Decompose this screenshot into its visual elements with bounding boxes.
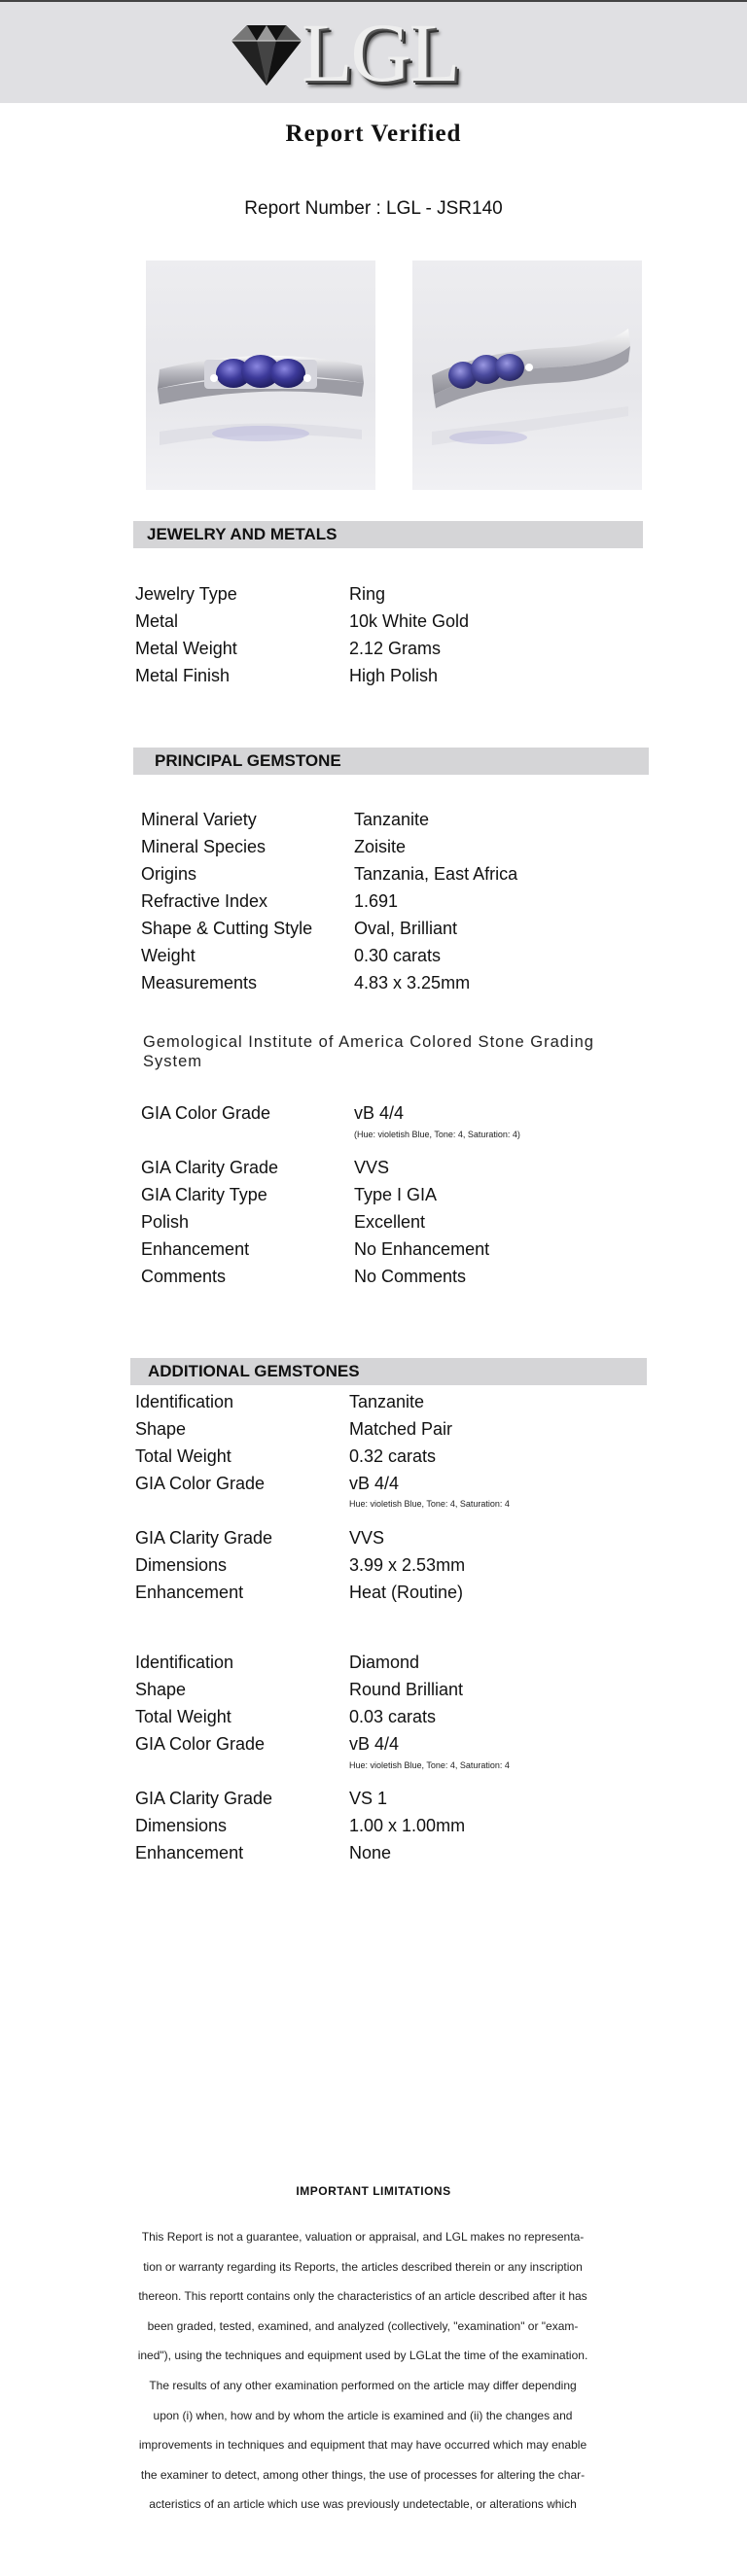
lgl-logo[interactable] [226,6,479,99]
field-label: Polish [141,1212,190,1232]
field-value: Excellent [354,1212,426,1232]
field-label: Measurements [141,973,258,992]
diamond-icon [228,23,305,87]
gia-color-grade-value: vB 4/4 [354,1103,405,1123]
field-value: VVS [354,1158,390,1177]
field-label: Metal Finish [135,666,231,685]
field-label: Mineral Species [141,837,267,856]
limitations-line: upon (i) when, how and by whom the article is examined and (ii) the changes and [153,2408,573,2422]
limitations-line: This Report is not a guarantee, valuation or appraisal, and LGL makes no representa- [141,2230,585,2244]
principal-gemstone-header: PRINCIPAL GEMSTONE [133,748,649,775]
field-label: Enhancement [135,1583,244,1602]
field-label: Refractive Index [141,891,268,911]
field-label: Dimensions [135,1555,228,1575]
page-title: Report Verified [285,121,462,147]
limitations-line: The results of any other examination performed on the article may differ depending [149,2378,577,2392]
field-label: Enhancement [135,1843,244,1862]
field-value: vB 4/4 [349,1734,400,1754]
gia-color-grade-label: GIA Color Grade [141,1103,271,1123]
field-value: Heat (Routine) [349,1583,464,1602]
field-value: 10k White Gold [349,611,470,631]
field-label: Enhancement [141,1239,250,1259]
field-label: GIA Clarity Grade [141,1158,279,1177]
field-value: Tanzanite [354,810,430,829]
field-label: Identification [135,1392,234,1411]
field-label: GIA Color Grade [135,1734,266,1754]
field-label: GIA Color Grade [135,1474,266,1493]
field-value: Ring [349,584,386,604]
field-label: Weight [141,946,196,965]
field-label: Jewelry Type [135,584,237,604]
stone2-color-note: Hue: violetish Blue, Tone: 4, Saturation: 4 [349,1760,510,1770]
jewelry-metals-header: JEWELRY AND METALS [133,521,643,548]
field-label: Shape [135,1680,187,1699]
field-value: 1.00 x 1.00mm [349,1816,466,1835]
gia-color-grade-note: (Hue: violetish Blue, Tone: 4, Saturation: 4) [354,1130,520,1139]
field-label: GIA Clarity Grade [135,1789,273,1808]
field-value: No Comments [354,1267,467,1286]
ring-image [146,261,375,490]
field-label: GIA Clarity Type [141,1185,267,1204]
field-label: Shape [135,1419,187,1439]
field-value: Tanzanite [349,1392,425,1411]
field-value: 0.03 carats [349,1707,437,1726]
field-value: VS 1 [349,1789,388,1808]
limitations-line: improvements in techniques and equipment that may have occurred which may enable [138,2438,587,2453]
limitations-title: IMPORTANT LIMITATIONS [296,2184,451,2198]
field-label: Dimensions [135,1816,228,1835]
limitations-line: been graded, tested, examined, and analyzed (collectively, "examination" or "exam- [147,2318,579,2333]
additional-gemstones-header: ADDITIONAL GEMSTONES [130,1358,647,1385]
field-label: Metal Weight [135,639,237,658]
field-value: 4.83 x 3.25mm [354,973,471,992]
field-value: Oval, Brilliant [354,919,458,938]
field-value: Tanzania, East Africa [354,864,518,884]
ring-photo-front[interactable] [146,261,375,490]
field-value: 2.12 Grams [349,639,442,658]
field-label: Origins [141,864,197,884]
field-value: 3.99 x 2.53mm [349,1555,466,1575]
limitations-line: thereon. This reportt contains only the characteristics of an article described after it has [138,2289,587,2304]
limitations-line: ined"), using the techniques and equipment used by LGLat the time of the examination. [137,2349,588,2363]
ring-image [412,261,642,490]
field-label: Mineral Variety [141,810,257,829]
field-value: VVS [349,1528,385,1548]
field-value: Type I GIA [354,1185,438,1204]
field-label: Metal [135,611,179,631]
field-label: Identification [135,1653,234,1672]
field-value: Round Brilliant [349,1680,464,1699]
limitations-line: acteristics of an article which use was previously undetectable, or alterations which [149,2497,577,2512]
field-label: Total Weight [135,1707,231,1726]
limitations-line: tion or warranty regarding its Reports, the articles described therein or any inscription [143,2259,583,2274]
field-value: High Polish [349,666,439,685]
limitations-line: the examiner to detect, among other things, the use of processes for altering the char- [140,2467,586,2482]
field-value: 0.32 carats [349,1446,437,1466]
field-label: Total Weight [135,1446,231,1466]
field-value: Diamond [349,1653,420,1672]
field-value: 1.691 [354,891,399,911]
page-header [0,2,747,103]
limitations-text [105,2222,621,2520]
gia-grading-heading: Gemological Institute of America Colored Stone Grading System [143,1033,594,1070]
field-value: None [349,1843,392,1862]
field-value: No Enhancement [354,1239,490,1259]
field-label: Shape & Cutting Style [141,919,313,938]
ring-photo-side[interactable] [412,261,642,490]
field-value: vB 4/4 [349,1474,400,1493]
report-number: Report Number : LGL - JSR140 [244,198,503,219]
field-label: Comments [141,1267,227,1286]
field-value: 0.30 carats [354,946,442,965]
field-label: GIA Clarity Grade [135,1528,273,1548]
field-value: Zoisite [354,837,407,856]
stone1-color-note: Hue: violetish Blue, Tone: 4, Saturation: 4 [349,1499,510,1509]
logo-text: LGL [302,6,459,99]
field-value: Matched Pair [349,1419,453,1439]
